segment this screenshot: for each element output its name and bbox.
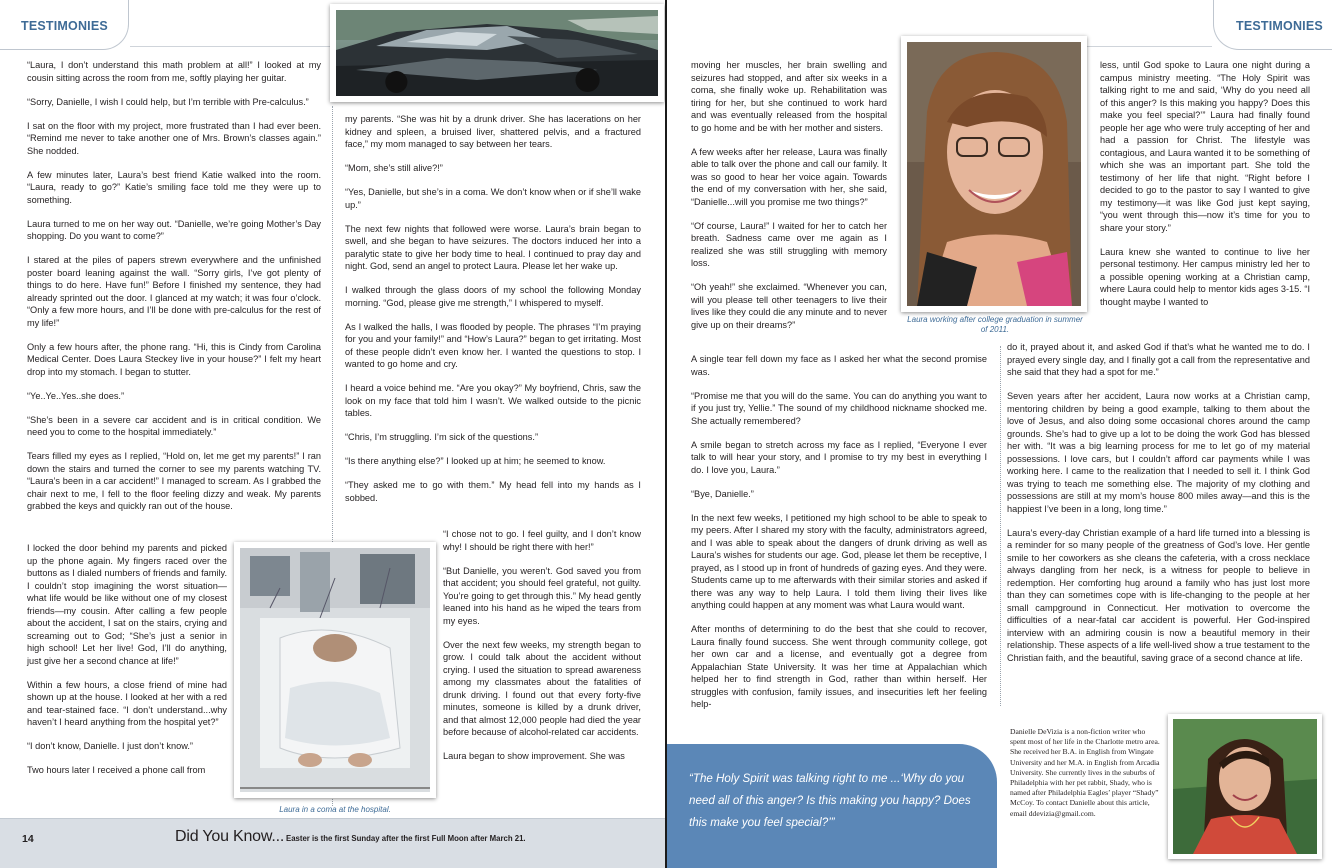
section-tab-left: TESTIMONIES	[0, 0, 129, 50]
paragraph: A few weeks after her release, Laura was finally able to talk over the phone and call our family. It was so good to hear her voice again. Towards the end of my conversation with her, she said, “Danielle...will you promise me two things?”	[691, 146, 887, 207]
paragraph: less, until God spoke to Laura one night during a campus ministry meeting. “The Holy Spirit was talking right to me and said, ‘Why do you need all of this anger? Is this making you happy? Does this make you feel special?’” Laura had finally found people her age who were truly accepting of her and had a passion for Christ. The lifestyle was contagious, and Laura wanted it to be something of which she was an important part. She told the testimony of her life that night. “Right before I decided to go to the pastor to say I wanted to give my testimony—it was like God just kept saying, “you went through this—now it’s time for you to share your story.”	[1100, 60, 1310, 233]
paragraph: Within a few hours, a close friend of mine had shown up at the house. I looked at her with a red and tear-stained face. “I don’t understand...why haven’t I heard anything from the hospital yet?”	[27, 679, 227, 727]
paragraph: Laura knew she wanted to continue to live her personal testimony. Her campus ministry led her to a possible opening working at a Christian camp, where Laura could help to mentor kids ages 3-15. “I thought maybe I wanted to	[1100, 246, 1310, 307]
paragraph: Laura’s every-day Christian example of a hard life turned into a blessing is a reminder for so many people of the greatness of God’s love. Her gentle smile to her coworkers as she cleans the cafeteria, with a cross necklace always dangling from her neck, is a witness for people to believe in redemption. Her comforting hug around a family who has just lost more than they can sometimes cope with is life-changing to the people at her small campground in Connecticut. Her motivation to overcome the difficulties of a near-fatal car accident is powerful. Her God-inspired interview with an admiring cousin is now a beautiful memory in their relationship. These aspects of a life well-lived show a true testament to the Christian faith, and the beautiful, saving grace of a second chance at life.	[1007, 527, 1310, 663]
paragraph: Over the next few weeks, my strength began to grow. I could talk about the accident without crying. I used the situation to spread awareness among my classmates about the fatalities of drunk driving. I found out that every forty-five minutes, someone is killed by a drunk driver, and that almost 12,000 people had died the year before because of alcohol-related car accidents.	[443, 639, 641, 737]
paragraph: In the next few weeks, I petitioned my high school to be able to speak to my peers. After I shared my story with the faculty, administrators agreed, and I was able to speak about the dangers of drunk driving as well as Laura’s wishes for students our age. God, please let them be receptive, I prayed, as I stood up in front of hundreds of gazing eyes. And they were. Students came up to me afterwards with their similar stories and asked if there was any way to help Laura. I told them living their lives like anything could happen at any moment was what Laura would want.	[691, 512, 987, 610]
paragraph: “But Danielle, you weren’t. God saved you from that accident; you should feel grateful, not guilty. You’re going to get through this.” My head gently leaned into his hand as he wiped the tears from my eyes.	[443, 565, 641, 626]
paragraph: Only a few hours after, the phone rang. “Hi, this is Cindy from Carolina Medical Center. Does Laura Steckey live in your house?” I felt my heart drop into my stomach. I began to stutter.	[27, 341, 321, 377]
paragraph: A smile began to stretch across my face as I replied, “Everyone I ever talk to will hear your story, and I promise to try my best in everything I do. I love you, Laura.”	[691, 439, 987, 475]
article-column-4-lower	[1007, 341, 1310, 664]
paragraph: “Ye..Ye..Yes..she does.”	[27, 390, 125, 401]
paragraph: I walked through the glass doors of my school the following Monday morning. “God, please give me strength,” I whispered to myself.	[345, 285, 641, 308]
paragraph: Laura began to show improvement. She was	[443, 751, 625, 761]
paragraph: “Oh yeah!” she exclaimed. “Whenever you can, will you please tell other teenagers to live their lives like they could die any minute and to never give up on their dreams?”	[691, 282, 887, 330]
paragraph: The next few nights that followed were worse. Laura’s brain began to swell, and she began to have seizures. The doctors induced her into a paralytic state to give her body time to heal. I continued to pray day and night. God, send an angel to protect Laura. Please let her wake up.	[345, 223, 641, 271]
paragraph: “She’s been in a severe car accident and is in critical condition. We need you to come to the hospital immediately.”	[27, 414, 321, 437]
paragraph: “Mom, she’s still alive?!”	[345, 163, 443, 173]
pull-quote-text: “The Holy Spirit was talking right to me ...‘Why do you need all of this anger? Is this making you happy? Does this make you feel special?’”	[689, 772, 971, 829]
article-column-2	[345, 113, 641, 504]
paragraph: “Bye, Danielle.”	[691, 488, 754, 499]
paragraph: my parents. “She was hit by a drunk driver. She has lacerations on her kidney and spleen, a bruised liver, shattered pelvis, and a fractured face,” my mom managed to say between her tears.	[345, 114, 641, 149]
paragraph: “I don’t know, Danielle. I just don’t know.”	[27, 741, 193, 751]
page-number: 14	[22, 833, 34, 845]
paragraph: “I chose not to go. I feel guilty, and I don’t know why! I should be right there with her!”	[443, 529, 641, 552]
paragraph: A single tear fell down my face as I asked her what the second promise was.	[691, 354, 987, 377]
did-you-know-fact: Easter is the first Sunday after the first Full Moon after March 21.	[286, 834, 526, 843]
pull-quote-box	[667, 744, 997, 868]
did-you-know-label: Did You Know...	[175, 828, 285, 845]
paragraph: Two hours later I received a phone call from	[27, 765, 206, 775]
paragraph: “Of course, Laura!” I waited for her to catch her breath. Sadness came over me again as I realized she was still struggling with memory loss.	[691, 220, 887, 268]
paragraph: moving her muscles, her brain swelling and seizures had stopped, and after six weeks in a coma, she finally woke up. Rehabilitation was tiring for her, but she continued to work hard and was eventually released from the hospital to go home and be with her mother and sisters.	[691, 60, 887, 133]
car-wreck-photo	[330, 4, 664, 102]
paragraph: Tears filled my eyes as I replied, “Hold on, let me get my parents!” I ran down the stairs and turned the corner to see my parents watching TV. “Laura’s been in a car accident!” I managed to scream. As I grabbed the chair next to me, I fell to the floor feeling dizzy and weak. My parents grabbed the keys and quickly ran out of the house.	[27, 451, 321, 511]
column-divider	[1000, 346, 1001, 706]
section-tab-right: TESTIMONIES	[1213, 0, 1332, 50]
article-column-1	[27, 59, 321, 513]
article-column-2-lower	[443, 528, 641, 763]
paragraph: “Sorry, Danielle, I wish I could help, but I’m terrible with Pre-calculus.”	[27, 96, 309, 107]
paragraph: “Promise me that you will do the same. You can do anything you want to if you just try, Yellie.” The sound of my childhood nickname shocked me. She actually remembered?	[691, 390, 987, 426]
paragraph: “Is there anything else?” I looked up at him; he seemed to know.	[345, 456, 606, 466]
paragraph: Seven years after her accident, Laura now works at a Christian camp, mentoring children by being a good example, talking to them about the love of Jesus, and also doing some occasional chores around the camp grounds. She’s had to give up a lot to be doing the work God has blessed her with. “It was a big learning process for me to let go of my material possessions. I love cars, but I couldn’t afford car payments while I was working here. I came to the realization that I needed to sell it. I think God was trying to teach me something else. The majority of my clothing and possessions are still at my mom’s house 800 miles away—and this is the happiest I’ve been in a long, long time.”	[1007, 391, 1310, 514]
article-column-3-lower	[691, 353, 987, 711]
hospital-photo-caption: Laura in a coma at the hospital.	[279, 805, 391, 814]
paragraph: “Yes, Danielle, but she’s in a coma. We don’t know when or if she’ll wake up.”	[345, 187, 641, 210]
paragraph: I stared at the piles of papers strewn everywhere and the unfinished poster board leaning against the wall. “Sorry girls, I’ve got plenty of things to do here. Have fun!” Before I finished my sentence, they had already sprinted out the door. I glanced at my watch; it was four o’clock. “Only a few more hours, and I’ll be done with pre-calculus for the rest of my life!”	[27, 255, 321, 328]
header-rule	[130, 46, 330, 47]
paragraph: I locked the door behind my parents and picked up the phone again. My fingers raced over the buttons as I dialed numbers of friends and family. I couldn’t stop imagining the worst situation—what life would be like without one of my closest friends—my cousin. After calling a few people about the accident, I sat on the stairs, crying and screaming out to God; “She’s just a senior in high school! Let her live! God, I’ll do anything, just give her a second chance at life!”	[27, 543, 227, 666]
article-column-1-lower	[27, 542, 227, 777]
paragraph: “Laura, I don’t understand this math problem at all!” I looked at my cousin sitting across the room from me, softly playing her guitar.	[27, 60, 321, 83]
article-column-4	[1100, 59, 1310, 308]
paragraph: “They asked me to go with them.” My head fell into my hands as I sobbed.	[345, 480, 641, 503]
did-you-know-band	[0, 818, 666, 868]
laura-portrait-caption: Laura working after college graduation in summer of 2011.	[907, 315, 1083, 334]
paragraph: Laura turned to me on her way out. “Danielle, we’re going Mother’s Day shopping. Do you want to come?”	[27, 218, 321, 241]
paragraph: I sat on the floor with my project, more frustrated than I had ever been. “Remind me never to take another one of Mrs. Brown’s classes again.” She nodded.	[27, 120, 321, 156]
paragraph: I heard a voice behind me. “Are you okay?” My boyfriend, Chris, saw the look on my face that told him I wasn’t. We walked outside to the picnic tables.	[345, 383, 641, 418]
laura-portrait-photo	[901, 36, 1087, 312]
paragraph: do it, prayed about it, and asked God if that’s what he wanted me to do. I prayed every single day, and I finally got a call from the representative and she said that they had a spot for me.”	[1007, 342, 1310, 377]
hospital-photo	[234, 542, 436, 798]
article-column-3	[691, 59, 887, 331]
paragraph: A few minutes later, Laura’s best friend Katie walked into the room. “Laura, ready to go?” Katie’s smiling face told me they were up to something.	[27, 169, 321, 205]
paragraph: “Chris, I’m struggling. I’m sick of the questions.”	[345, 432, 539, 442]
paragraph: After months of determining to do the best that she could to recover, Laura finally found success. She went through community college, got her own car and a license, and eventually got a degree from Appalachian State University. It was her time at Appalachian which helped her to find strength in God, rather than within herself. Her struggles with confusion, family issues, and insecurities left her feeling help-	[691, 624, 987, 709]
author-bio: Danielle DeVizia is a non-fiction writer who spent most of her life in the Charlotte metro area. She received her B.A. in English from Wingate University and her M.A. in English from Arcadia University. She currently lives in the suburbs of Philadelphia with her pet rabbit, Shady, who is named after Philadelphia Eagles’ player “Shady” McCoy. To contact Danielle about this article, email ddevizia@gmail.com.	[1010, 727, 1160, 818]
author-photo	[1168, 714, 1322, 859]
paragraph: As I walked the halls, I was flooded by people. The phrases “I’m praying for you and your family!” and “How’s Laura?” began to get irritating. Most of these people didn’t even know her. I wanted the questions to stop. I wanted to go home and cry.	[345, 321, 641, 369]
